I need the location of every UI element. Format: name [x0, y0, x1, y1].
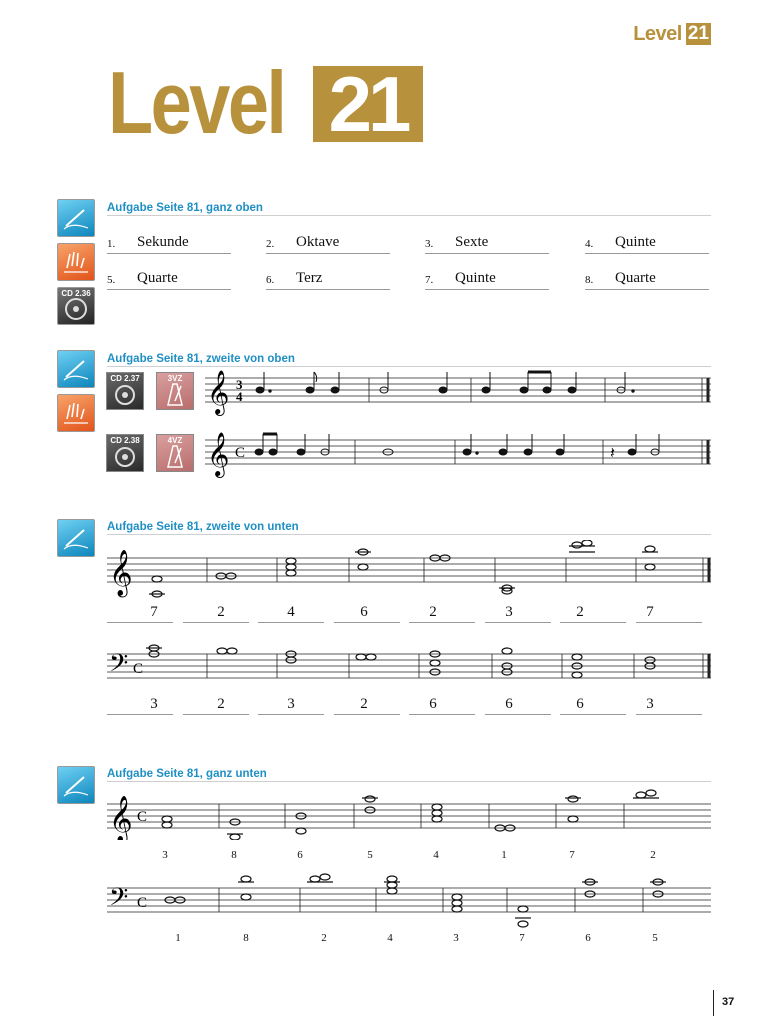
answer-item — [425, 234, 488, 251]
section-1-rule — [107, 215, 711, 216]
interval-number: 4 — [287, 604, 295, 620]
answer-item — [585, 234, 656, 251]
svg-text:4: 4 — [236, 389, 243, 404]
interval-number: 2 — [576, 604, 584, 620]
interval-number: 4 — [387, 932, 393, 944]
bass-clef-icon: 𝄢 — [109, 884, 129, 917]
answer-text: Quarte — [615, 270, 656, 286]
piano-icon — [57, 394, 95, 432]
interval-number: 3 — [287, 696, 295, 712]
write-icon — [57, 766, 95, 804]
write-icon — [57, 519, 95, 557]
answer-number: 1. — [107, 238, 116, 250]
page-title — [108, 53, 408, 152]
answer-line — [107, 289, 231, 290]
interval-number: 7 — [519, 932, 525, 944]
svg-text:𝄽: 𝄽 — [610, 445, 615, 462]
answer-item — [425, 270, 496, 287]
interval-number: 1 — [175, 932, 181, 944]
svg-text:C: C — [133, 661, 144, 677]
answer-item — [266, 234, 339, 251]
interval-number: 6 — [576, 696, 584, 712]
interval-number: 5 — [367, 849, 373, 861]
answer-number: 4. — [585, 238, 594, 250]
treble-clef-icon: 𝄞 — [109, 796, 133, 840]
running-header — [633, 22, 711, 46]
section-3-title: Aufgabe Seite 81, zweite von unten — [107, 521, 299, 533]
interval-number: 2 — [217, 604, 225, 620]
running-header-word: Level — [633, 22, 682, 45]
interval-number: 2 — [321, 932, 327, 944]
section-3-icons — [57, 519, 95, 557]
answer-text: Quinte — [455, 270, 496, 286]
write-icon — [57, 199, 95, 237]
melody-staff-2 — [205, 430, 717, 478]
answer-line — [334, 622, 400, 623]
interval-staff-treble — [107, 540, 713, 602]
svg-text:C: C — [137, 895, 148, 911]
section-1-title: Aufgabe Seite 81, ganz oben — [107, 202, 263, 214]
answer-line — [258, 714, 324, 715]
answer-line — [425, 253, 549, 254]
interval-number: 3 — [453, 932, 459, 944]
footer-rule — [713, 990, 714, 1016]
interval-number: 8 — [243, 932, 249, 944]
answer-line — [560, 622, 626, 623]
running-header-number: 21 — [687, 23, 709, 44]
cd-badge: CD 2.36 — [61, 289, 91, 298]
page-number: 37 — [722, 996, 735, 1008]
interval-number: 8 — [231, 849, 237, 861]
section-2-icons — [57, 350, 95, 432]
write-icon — [57, 350, 95, 388]
answer-line — [107, 622, 173, 623]
interval-number: 7 — [150, 604, 158, 620]
svg-text:3: 3 — [236, 377, 243, 392]
interval-number: 7 — [569, 849, 575, 861]
section-4-rule — [107, 781, 711, 782]
answer-line — [183, 714, 249, 715]
tempo-badge: 3VZ — [167, 374, 183, 383]
exercise-staff-bass — [107, 870, 713, 930]
answer-line — [107, 714, 173, 715]
cd-icon — [106, 434, 144, 472]
cd-badge: CD 2.37 — [110, 374, 140, 383]
treble-clef-icon: 𝄞 — [207, 434, 230, 476]
cd-icon — [57, 287, 95, 325]
interval-number: 2 — [650, 849, 656, 861]
answer-text: Quinte — [615, 234, 656, 250]
answer-line — [636, 714, 702, 715]
treble-clef-icon: 𝄞 — [207, 372, 230, 414]
interval-number: 6 — [585, 932, 591, 944]
interval-staff-bass — [107, 640, 713, 690]
answer-item — [107, 234, 189, 251]
exercise-staff-treble — [107, 786, 713, 840]
interval-number: 2 — [217, 696, 225, 712]
section-1-icons — [57, 199, 95, 325]
section-4-title: Aufgabe Seite 81, ganz unten — [107, 768, 267, 780]
svg-text:C: C — [137, 809, 148, 825]
answer-line — [409, 714, 475, 715]
page-title-number: 21 — [313, 66, 423, 142]
answer-text: Sexte — [455, 234, 489, 250]
answer-line — [485, 714, 551, 715]
cd-badge: CD 2.38 — [110, 436, 140, 445]
interval-number: 2 — [429, 604, 437, 620]
answer-line — [183, 622, 249, 623]
melody-staff-1 — [205, 368, 717, 416]
answer-line — [585, 253, 709, 254]
cd-icon — [106, 372, 144, 410]
answer-text: Sekunde — [137, 234, 189, 250]
answer-item — [585, 270, 656, 287]
metronome-icon — [156, 372, 194, 410]
bass-clef-icon: 𝄢 — [109, 650, 129, 683]
interval-number: 6 — [429, 696, 437, 712]
interval-number: 6 — [297, 849, 303, 861]
answer-line — [425, 289, 549, 290]
answer-number: 8. — [585, 274, 594, 286]
answer-text: Oktave — [296, 234, 340, 250]
answer-line — [107, 253, 231, 254]
interval-number: 4 — [433, 849, 439, 861]
tempo-badge: 4VZ — [167, 436, 183, 445]
piano-icon — [57, 243, 95, 281]
svg-text:C: C — [235, 445, 246, 461]
treble-clef-icon: 𝄞 — [109, 550, 133, 595]
answer-line — [266, 253, 390, 254]
section-3-rule — [107, 534, 711, 535]
answer-text: Terz — [296, 270, 323, 286]
answer-text: Quarte — [137, 270, 178, 286]
answer-number: 7. — [425, 274, 434, 286]
answer-line — [334, 714, 400, 715]
answer-line — [560, 714, 626, 715]
answer-line — [258, 622, 324, 623]
answer-item — [107, 270, 178, 287]
interval-number: 3 — [162, 849, 168, 861]
section-2-rule — [107, 366, 711, 367]
answer-number: 5. — [107, 274, 116, 286]
answer-line — [585, 289, 709, 290]
answer-line — [636, 622, 702, 623]
answer-line — [266, 289, 390, 290]
interval-number: 6 — [360, 604, 368, 620]
section-2-title: Aufgabe Seite 81, zweite von oben — [107, 353, 295, 365]
interval-number: 7 — [646, 604, 654, 620]
answer-number: 2. — [266, 238, 275, 250]
page-title-word: Level — [108, 53, 285, 152]
answer-item — [266, 270, 322, 287]
answer-number: 6. — [266, 274, 275, 286]
metronome-icon — [156, 434, 194, 472]
interval-number: 3 — [646, 696, 654, 712]
answer-number: 3. — [425, 238, 434, 250]
interval-number: 5 — [652, 932, 658, 944]
interval-number: 3 — [505, 604, 513, 620]
answer-line — [485, 622, 551, 623]
interval-number: 2 — [360, 696, 368, 712]
interval-number: 6 — [505, 696, 513, 712]
section-4-icons — [57, 766, 95, 804]
interval-number: 1 — [501, 849, 507, 861]
answer-line — [409, 622, 475, 623]
interval-number: 3 — [150, 696, 158, 712]
